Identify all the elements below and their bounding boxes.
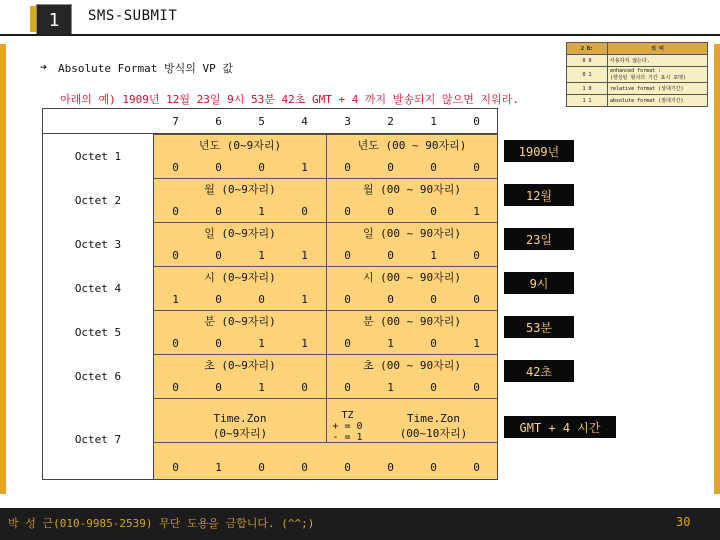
legend-row	[567, 83, 708, 95]
high-nibble-field: 월 (0~9자리)	[204, 183, 276, 196]
bit-cell: 0	[473, 160, 480, 174]
bit-header-label: 5	[258, 114, 265, 128]
decoded-value-box: 1909년	[504, 140, 574, 162]
bit-cell: 1	[473, 336, 480, 350]
bit-cell: 0	[344, 380, 351, 394]
bit-cell: 0	[387, 292, 394, 306]
legend-header-code: 2 B:	[567, 43, 608, 55]
bit-cell: 0	[344, 460, 351, 474]
bit-cell: 0	[172, 336, 179, 350]
bit-cell: 0	[387, 204, 394, 218]
high-nibble-field: 시 (0~9자리)	[204, 271, 276, 284]
bit-cell: 0	[473, 248, 480, 262]
bit-cell: 0	[344, 292, 351, 306]
right-accent-bar	[714, 44, 720, 494]
bit-cell: 0	[473, 460, 480, 474]
bit-cell: 0	[258, 160, 265, 174]
decoded-value-box: 9시	[504, 272, 574, 294]
bit-header-label: 3	[344, 114, 351, 128]
legend-row	[567, 67, 708, 83]
arrow-icon: ➔	[40, 60, 48, 74]
subtitle: Absolute Format 방식의 VP 값	[58, 62, 233, 75]
legend-header-row	[567, 43, 708, 55]
footer-copyright: 박 성 근(010-9985-2539) 무단 도용을 금합니다. (^^;)	[8, 517, 315, 530]
bit-cell: 0	[258, 292, 265, 306]
bit-cell: 0	[215, 204, 222, 218]
legend-row	[567, 55, 708, 67]
bit-header-label: 7	[172, 114, 179, 128]
bit-cell: 1	[258, 204, 265, 218]
bit-cell: 0	[172, 248, 179, 262]
page-number: 30	[676, 515, 691, 529]
legend-desc: 사용하지 않는다.	[608, 55, 708, 67]
high-nibble-field: 분 (0~9자리)	[204, 315, 276, 328]
bit-cell: 1	[258, 248, 265, 262]
bit-cell: 0	[344, 336, 351, 350]
bit-cell: 0	[430, 460, 437, 474]
low-nibble-field: 월 (00 ~ 90자리)	[362, 183, 462, 196]
bit-cell: 1	[215, 460, 222, 474]
bit-cell: 0	[344, 160, 351, 174]
bit-cell: 1	[387, 336, 394, 350]
octet-label: Octet 5	[74, 325, 122, 339]
decoded-value-box: 42초	[504, 360, 574, 382]
octet-label: Octet 2	[74, 193, 122, 207]
timezone-sign-field: TZ + = 0 - = 1	[332, 409, 363, 443]
legend-code: 0 0	[567, 55, 608, 67]
bit-cell: 0	[215, 160, 222, 174]
bit-cell: 1	[301, 292, 308, 306]
vp-format-legend	[566, 42, 708, 107]
legend-code: 1 1	[567, 95, 608, 107]
bit-cell: 1	[258, 336, 265, 350]
bit-cell: 0	[387, 160, 394, 174]
high-nibble-field: 년도 (0~9자리)	[198, 139, 282, 152]
bit-cell: 1	[172, 292, 179, 306]
bit-cell: 1	[473, 204, 480, 218]
bit-header-label: 6	[215, 114, 222, 128]
bit-cell: 0	[215, 380, 222, 394]
slide-number: 1	[48, 9, 60, 31]
legend-desc: absolute format (절대기간)	[608, 95, 708, 107]
bit-header-label: 4	[301, 114, 308, 128]
low-nibble-field: 초 (00 ~ 90자리)	[362, 359, 462, 372]
high-nibble-field: 일 (0~9자리)	[204, 227, 276, 240]
bit-cell: 0	[172, 204, 179, 218]
decoded-value-box: 12월	[504, 184, 574, 206]
octet-label: Octet 7	[74, 432, 122, 446]
high-nibble-field: 초 (0~9자리)	[204, 359, 276, 372]
decoded-value-box: 53분	[504, 316, 574, 338]
bit-cell: 1	[301, 336, 308, 350]
slide-number-box	[36, 4, 72, 36]
bit-cell: 1	[430, 248, 437, 262]
bit-cell: 0	[387, 460, 394, 474]
bit-cell: 0	[215, 292, 222, 306]
low-nibble-field: 년도 (00 ~ 90자리)	[357, 139, 467, 152]
timezone-low-field: Time.Zon (00~10자리)	[399, 411, 468, 440]
bit-cell: 0	[430, 204, 437, 218]
bit-cell: 0	[430, 292, 437, 306]
bit-cell: 0	[387, 248, 394, 262]
bit-header-label: 2	[387, 114, 394, 128]
octet-label: Octet 3	[74, 237, 122, 251]
bit-cell: 0	[172, 160, 179, 174]
timezone-high-field: Time.Zon (0~9자리)	[212, 411, 268, 440]
bit-cell: 0	[430, 336, 437, 350]
bit-cell: 1	[301, 160, 308, 174]
example-text: 아래의 예) 1909년 12월 23일 9시 53분 42초 GMT + 4 까지 발송되지 않으면 지워라.	[60, 93, 519, 106]
bit-cell: 0	[215, 336, 222, 350]
decoded-value-box: GMT + 4 시간	[504, 416, 616, 438]
legend-desc: relative format (상대기간)	[608, 83, 708, 95]
bit-cell: 0	[473, 292, 480, 306]
bit-cell: 0	[344, 204, 351, 218]
legend-header-desc: 의 미	[608, 43, 708, 55]
legend-code: 1 0	[567, 83, 608, 95]
bit-cell: 1	[387, 380, 394, 394]
octet-label: Octet 6	[74, 369, 122, 383]
bit-cell: 0	[215, 248, 222, 262]
bit-header-label: 0	[473, 114, 480, 128]
bit-cell: 0	[301, 380, 308, 394]
bit-cell: 0	[430, 380, 437, 394]
octet-label: Octet 1	[74, 149, 122, 163]
bit-header-label: 1	[430, 114, 437, 128]
bit-cell: 0	[172, 380, 179, 394]
low-nibble-field: 시 (00 ~ 90자리)	[362, 271, 462, 284]
octet-label: Octet 4	[74, 281, 122, 295]
slide-title: SMS-SUBMIT	[88, 8, 178, 24]
bit-cell: 0	[301, 204, 308, 218]
low-nibble-field: 일 (00 ~ 90자리)	[362, 227, 462, 240]
left-accent-bar	[0, 44, 6, 494]
low-nibble-field: 분 (00 ~ 90자리)	[362, 315, 462, 328]
bit-cell: 0	[301, 460, 308, 474]
bit-cell: 0	[258, 460, 265, 474]
bit-cell: 0	[430, 160, 437, 174]
bit-cell: 1	[301, 248, 308, 262]
legend-desc: enhanced format : (향상된 형식의 기간 표시 포맷)	[608, 67, 708, 83]
legend-code: 0 1	[567, 67, 608, 83]
bit-cell: 0	[172, 460, 179, 474]
bit-cell: 0	[473, 380, 480, 394]
decoded-value-box: 23일	[504, 228, 574, 250]
legend-row	[567, 95, 708, 107]
bit-cell: 0	[344, 248, 351, 262]
header-divider	[0, 34, 720, 36]
bit-cell: 1	[258, 380, 265, 394]
